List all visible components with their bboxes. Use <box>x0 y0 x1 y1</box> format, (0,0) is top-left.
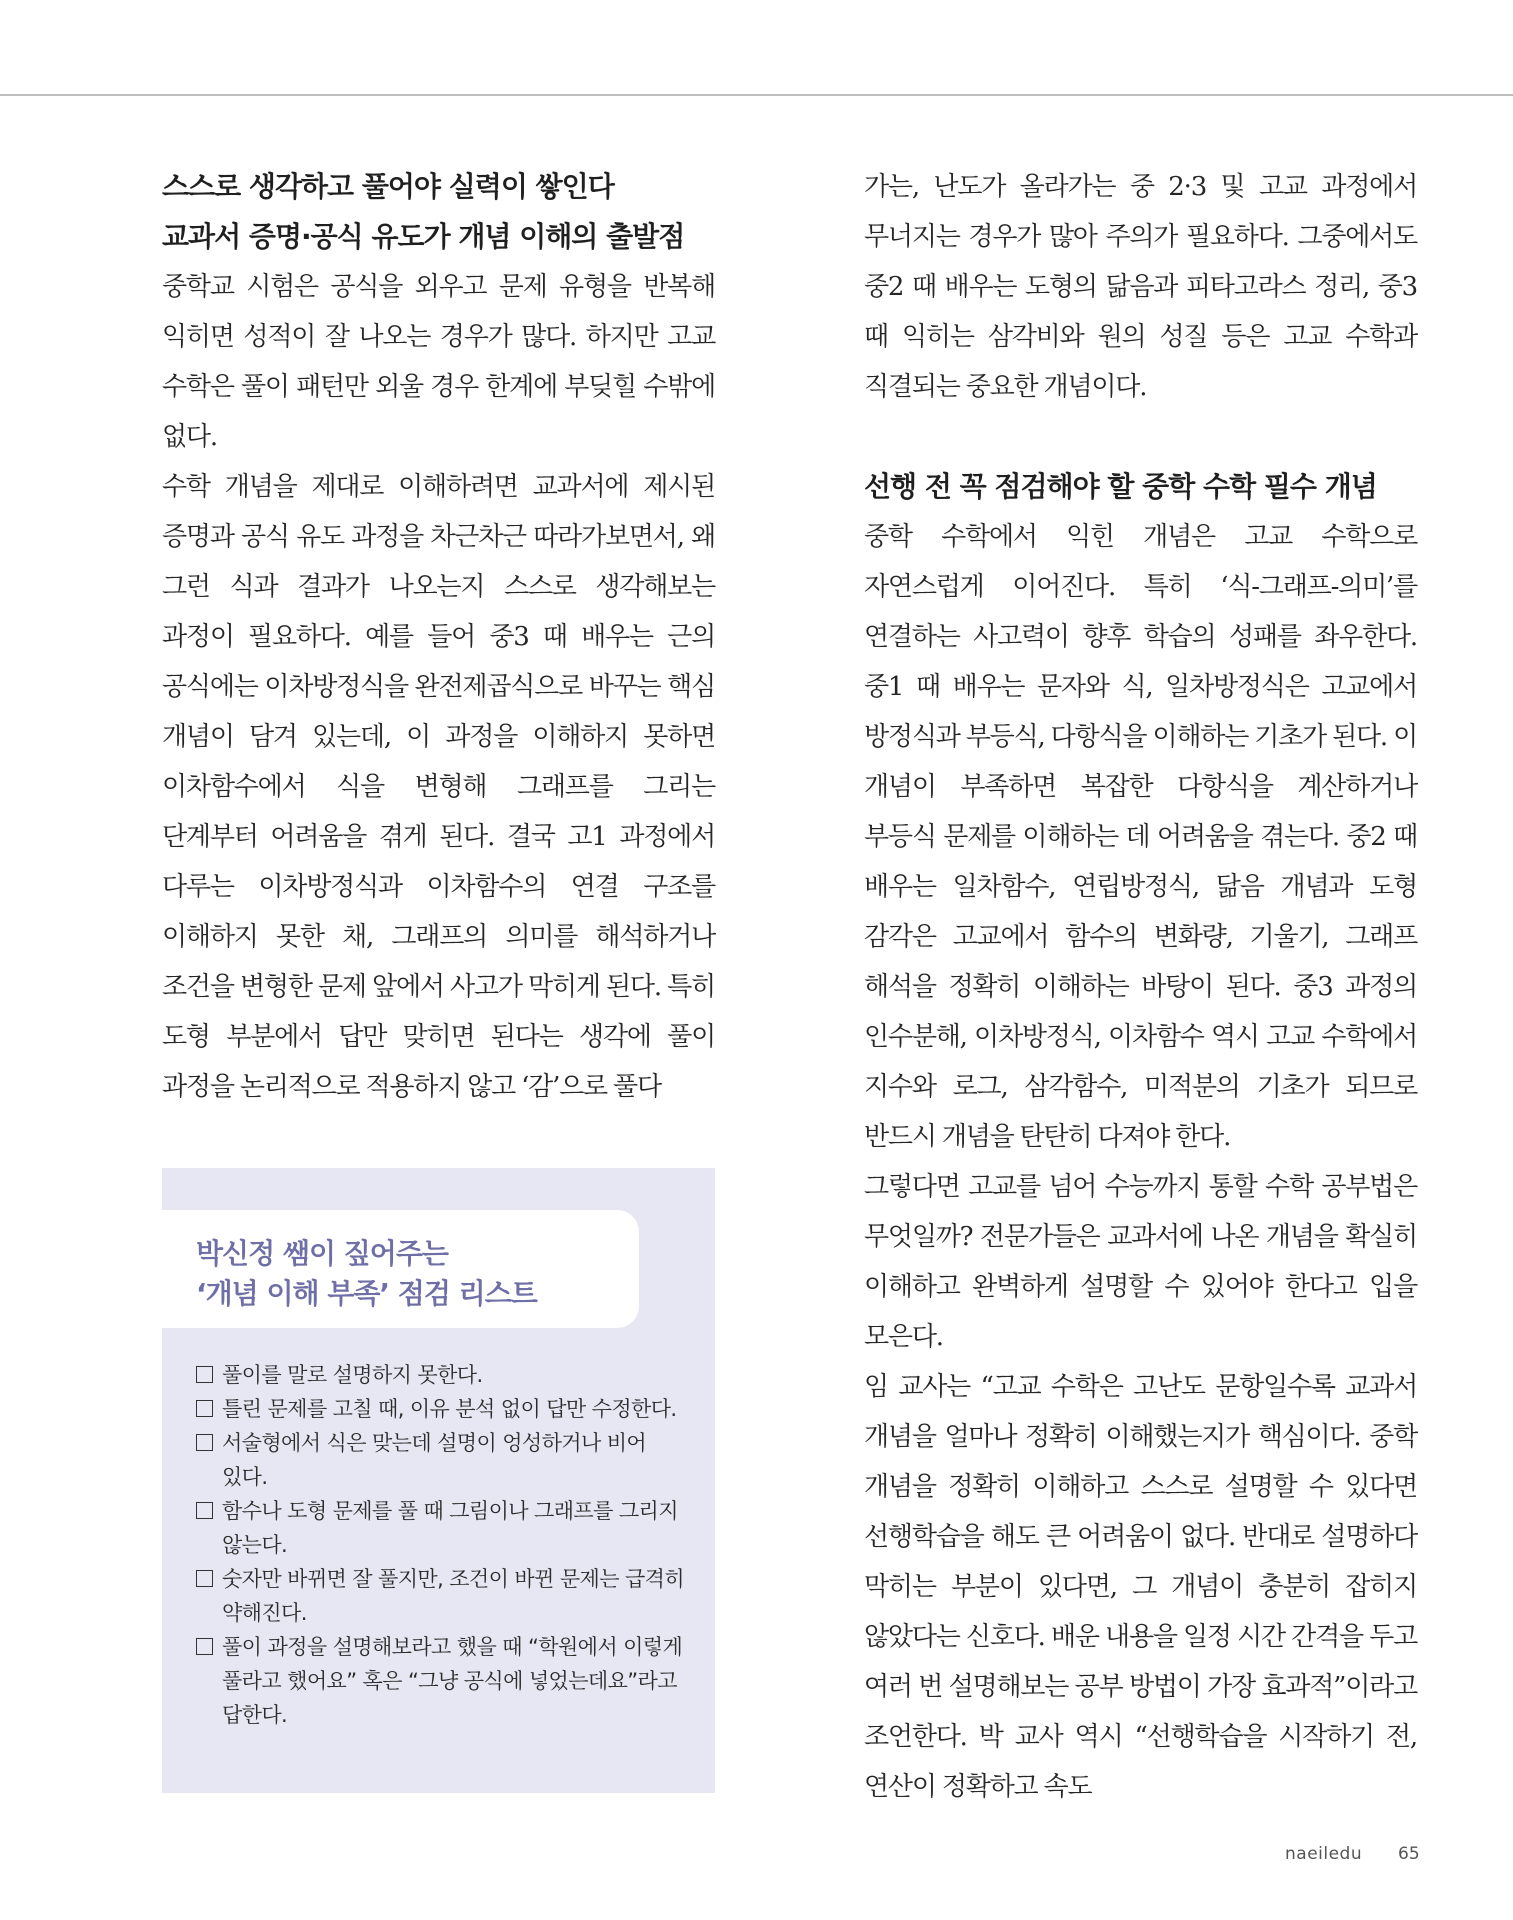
checklist-item <box>196 1630 696 1732</box>
checklist-item-text: 함수나 도형 문제를 풀 때 그림이나 그래프를 그리지 않는다. <box>222 1499 678 1557</box>
body-paragraph: 그렇다면 고교를 넘어 수능까지 통할 수학 공부법은 무엇일까? 전문가들은 교과서에 나온 개념을 확실히 이해하고 완벽하게 설명할 수 있어야 한다고 입을 모은다. <box>864 1172 1417 1352</box>
section-heading-1: 스스로 생각하고 풀어야 실력이 쌓인다 <box>162 170 614 203</box>
checklist-sidebox <box>162 1168 715 1793</box>
checklist-item-text: 풀이를 말로 설명하지 못한다. <box>222 1363 483 1387</box>
body-paragraph: 수학 개념을 제대로 이해하려면 교과서에 제시된 증명과 공식 유도 과정을 차근차근 따라가보면서, 왜 그런 식과 결과가 나오는지 스스로 생각해보는 과정이 필요하다. 예를 들어 중3 때 배우는 근의 공식에는 이차방정식을 완전제곱식으로 바꾸는 핵심 개념이 담겨 있는데, 이 과정을 이해하지 못하면 이차함수에서 식을 변형해 그래프를 그리는 단계부터 어려움을 겪게 된다. 결국 고1 과정에서 다루는 이차방정식과 이차함수의 연결 구조를 이해하지 못한 채, 그래프의 의미를 해석하거나 조건을 변형한 문제 앞에서 사고가 막히게 된다. 특히 도형 부분에서 답만 맞히면 된다는 생각에 풀이 과정을 논리적으로 적용하지 않고 ‘감’으로 풀다 <box>162 472 715 1102</box>
body-paragraph: 가는, 난도가 올라가는 중 2·3 및 고교 과정에서 무너지는 경우가 많아 주의가 필요하다. 그중에서도 중2 때 배우는 도형의 닮음과 피타고라스 정리, 중3 때 익히는 삼각비와 원의 성질 등은 고교 수학과 직결되는 중요한 개념이다. <box>864 172 1417 402</box>
sidebox-title-line-1: 박신정 쌤이 짚어주는 <box>196 1237 448 1270</box>
page-number: 65 <box>1398 1844 1420 1864</box>
checklist-item-text: 풀이 과정을 설명해보라고 했을 때 “학원에서 이렇게 풀라고 했어요” 혹은 “그냥 공식에 넣었는데요”라고 답한다. <box>222 1635 683 1727</box>
checkbox-icon <box>196 1570 213 1587</box>
checklist-item <box>196 1392 696 1426</box>
checkbox-icon <box>196 1434 213 1451</box>
sidebox-title-tab <box>162 1210 639 1328</box>
checklist-item-text: 숫자만 바뀌면 잘 풀지만, 조건이 바뀐 문제는 급격히 약해진다. <box>222 1567 685 1625</box>
checkbox-icon <box>196 1366 213 1383</box>
left-column <box>162 162 715 1112</box>
checklist-item <box>196 1426 696 1494</box>
checklist <box>196 1358 696 1732</box>
right-column <box>864 162 1417 1812</box>
paragraph-spacer <box>864 412 1417 462</box>
sidebox-title-line-2: ‘개념 이해 부족’ 점검 리스트 <box>196 1277 537 1310</box>
body-paragraph: 임 교사는 “고교 수학은 고난도 문항일수록 교과서 개념을 얼마나 정확히 이해했는지가 핵심이다. 중학 개념을 정확히 이해하고 스스로 설명할 수 있다면 선행학습을 해도 큰 어려움이 없다. 반대로 설명하다 막히는 부분이 있다면, 그 개념이 충분히 잡히지 않았다는 신호다. 배운 내용을 일정 시간 간격을 두고 여러 번 설명해보는 공부 방법이 가장 효과적”이라고 조언한다. 박 교사 역시 “선행학습을 시작하기 전, 연산이 정확하고 속도 <box>864 1372 1417 1802</box>
section-heading-2: 교과서 증명·공식 유도가 개념 이해의 출발점 <box>162 220 685 253</box>
checklist-item-text: 서술형에서 식은 맞는데 설명이 엉성하거나 비어 있다. <box>222 1431 647 1489</box>
checklist-item <box>196 1358 696 1392</box>
top-divider <box>0 94 1513 96</box>
body-paragraph: 중학 수학에서 익힌 개념은 고교 수학으로 자연스럽게 이어진다. 특히 ‘식-그래프-의미’를 연결하는 사고력이 향후 학습의 성패를 좌우한다. 중1 때 배우는 문자와 식, 일차방정식은 고교에서 방정식과 부등식, 다항식을 이해하는 기초가 된다. 이 개념이 부족하면 복잡한 다항식을 계산하거나 부등식 문제를 이해하는 데 어려움을 겪는다. 중2 때 배우는 일차함수, 연립방정식, 닮음 개념과 도형 감각은 고교에서 함수의 변화량, 기울기, 그래프 해석을 정확히 이해하는 바탕이 된다. 중3 과정의 인수분해, 이차방정식, 이차함수 역시 고교 수학에서 지수와 로그, 삼각함수, 미적분의 기초가 되므로 반드시 개념을 탄탄히 다져야 한다. <box>864 522 1417 1152</box>
checkbox-icon <box>196 1502 213 1519</box>
body-paragraph: 중학교 시험은 공식을 외우고 문제 유형을 반복해 익히면 성적이 잘 나오는 경우가 많다. 하지만 고교 수학은 풀이 패턴만 외울 경우 한계에 부딪힐 수밖에 없다. <box>162 272 715 452</box>
checklist-item-text: 틀린 문제를 고칠 때, 이유 분석 없이 답만 수정한다. <box>222 1397 677 1421</box>
checklist-item <box>196 1562 696 1630</box>
footer-brand: naeiledu <box>1285 1844 1363 1864</box>
section-heading-3: 선행 전 꼭 점검해야 할 중학 수학 필수 개념 <box>864 470 1377 503</box>
checkbox-icon <box>196 1638 213 1655</box>
checkbox-icon <box>196 1400 213 1417</box>
checklist-item <box>196 1494 696 1562</box>
